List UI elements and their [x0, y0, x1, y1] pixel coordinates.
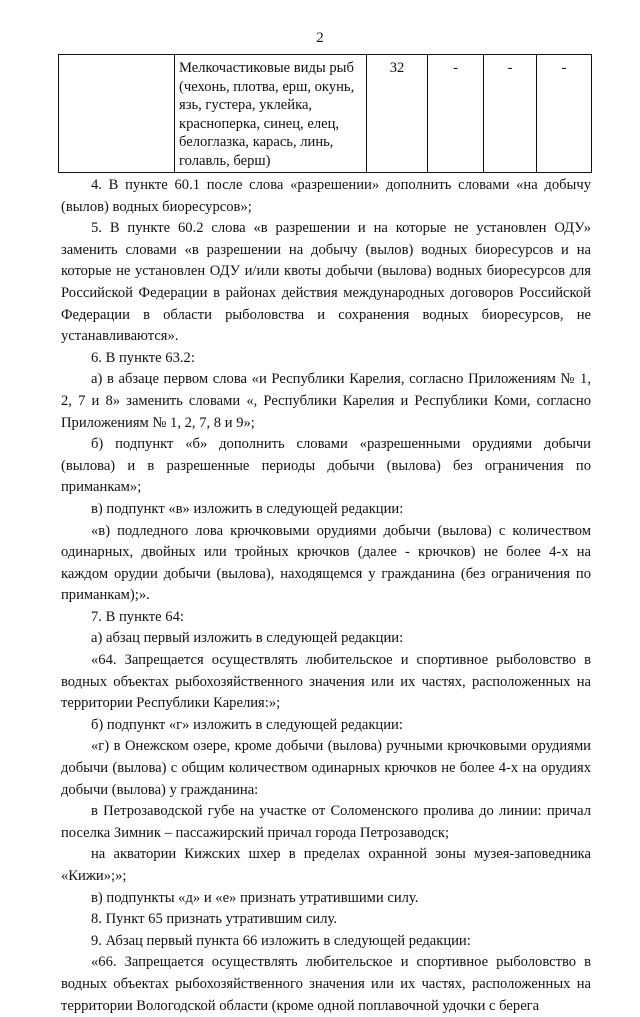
- paragraph: б) подпункт «б» дополнить словами «разрешенными орудиями добычи (вылова) и в разрешенные периоды добычи (вылова) без ограничения по приманкам»;: [61, 436, 591, 496]
- paragraph: 7. В пункте 64:: [91, 608, 184, 625]
- dash-cell: -: [484, 55, 537, 173]
- paragraph: «в) подледного лова крючковыми орудиями добычи (вылова) с количеством одинарных, двойных или тройных крючков (далее - крючков) не более 4-х на каждом орудии добычи (вылова), находящемся у гражданина (без ограничения по приманкам);».: [61, 522, 591, 604]
- paragraph: 4. В пункте 60.1 после слова «разрешении» дополнить словами «на добычу (вылов) водных биоресурсов»;: [61, 177, 591, 215]
- value-cell: 32: [367, 55, 428, 173]
- paragraph: б) подпункт «г» изложить в следующей редакции:: [91, 716, 403, 733]
- paragraph: «66. Запрещается осуществлять любительское и спортивное рыболовство в водных объектах рыбохозяйственного значения или их частях, расположенных на территории Вологодской области (кроме одной поплавочной удочки с берега: [61, 954, 591, 1014]
- paragraph: 8. Пункт 65 признать утратившим силу.: [91, 911, 337, 928]
- paragraph: а) в абзаце первом слова «и Республики Карелия, согласно Приложениям № 1, 2, 7 и 8» заменить словами «, Республики Карелия и Республики Коми, согласно Приложениям № 1, 2, 7, 8 и 9»;: [61, 371, 591, 431]
- document-body: [61, 175, 591, 1017]
- dash-cell: -: [428, 55, 484, 173]
- paragraph: на акватории Кижских шхер в пределах охранной зоны музея-заповедника «Кижи»;»;: [61, 846, 591, 884]
- paragraph: 5. В пункте 60.2 слова «в разрешении и на которые не установлен ОДУ» заменить словами «в разрешении на добычу (вылов) водных биоресурсов и на которые не установлен ОДУ и/или квоты добычи (вылова) водных биоресурсов для Российской Федерации в районах действия международных договоров Российской Федерации в области рыболовства и сохранения водных биоресурсов, не устанавливаются».: [61, 220, 591, 345]
- catch-limits-table: [58, 54, 592, 173]
- paragraph: «64. Запрещается осуществлять любительское и спортивное рыболовство в водных объектах рыбохозяйственного значения или их частях, расположенных на территории Республики Карелия:»;: [61, 652, 591, 712]
- paragraph: «г) в Онежском озере, кроме добычи (вылова) ручными крючковыми орудиями добычи (вылова) с общим количеством одинарных крючков не более 4-х на орудиях добычи (вылова) у гражданина:: [61, 738, 591, 798]
- species-cell: Мелкочастиковые виды рыб (чехонь, плотва, ерш, окунь, язь, густера, уклейка, красноперка, синец, елец, белоглазка, карась, линь, голавль, берш): [175, 55, 367, 173]
- paragraph: 6. В пункте 63.2:: [91, 349, 195, 366]
- paragraph: а) абзац первый изложить в следующей редакции:: [91, 630, 404, 647]
- paragraph: в Петрозаводской губе на участке от Соломенского пролива до линии: причал поселка Зимник – пассажирский причал города Петрозаводск;: [61, 803, 591, 841]
- paragraph: в) подпункт «в» изложить в следующей редакции:: [91, 500, 404, 517]
- paragraph: 9. Абзац первый пункта 66 изложить в следующей редакции:: [91, 932, 471, 949]
- paragraph: в) подпункты «д» и «е» признать утратившими силу.: [91, 889, 419, 906]
- table-cell-empty: [59, 55, 175, 173]
- table-row: [59, 55, 592, 173]
- page-number: 2: [316, 30, 324, 46]
- dash-cell: -: [537, 55, 592, 173]
